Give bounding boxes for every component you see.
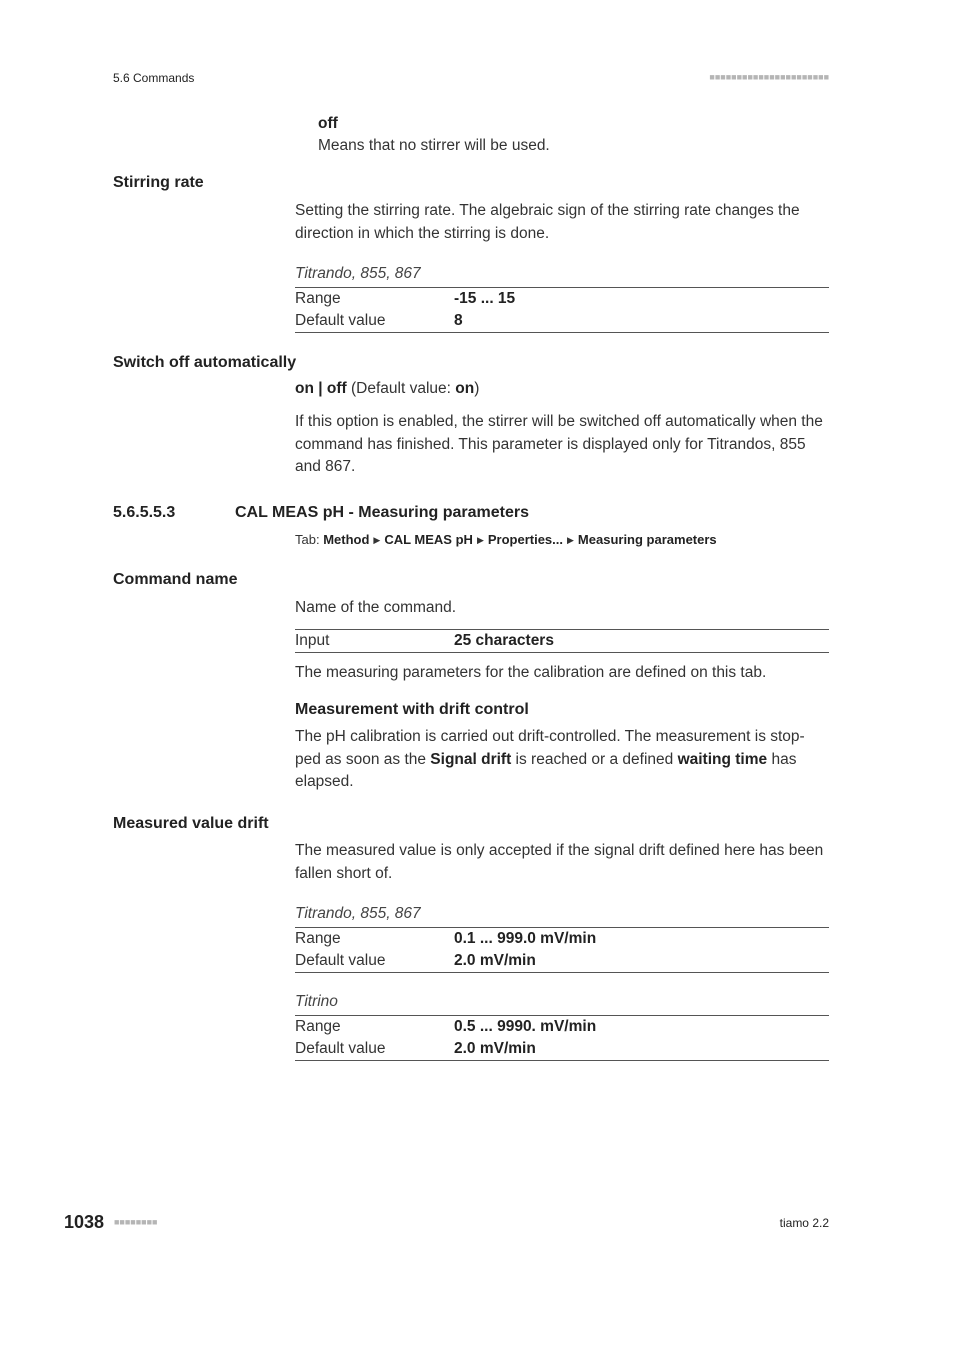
row-value: 8	[454, 312, 463, 329]
row-value: 2.0 mV/min	[454, 1040, 536, 1057]
drift-text: is reached or a defined	[511, 750, 678, 768]
switch-off-options	[295, 380, 479, 398]
measured-drift-caption-titrino: Titrino	[295, 993, 338, 1010]
row-value: 0.1 ... 999.0 mV/min	[454, 930, 597, 947]
section-number: 5.6.5.5.3	[113, 504, 176, 521]
switch-off-heading: Switch off automatically	[113, 354, 297, 371]
section-title: CAL MEAS pH - Measuring parameters	[235, 504, 529, 521]
drift-text: The pH calibration is carried out drift-controlled. The measurement is stop-ped as soon as the	[295, 728, 805, 768]
tab-prefix: Tab:	[295, 532, 324, 547]
opt-off: off	[326, 380, 347, 397]
measured-drift-caption-titrando: Titrando, 855, 867	[295, 905, 421, 922]
stirring-rate-heading: Stirring rate	[113, 174, 204, 191]
tab-path-item: Method	[323, 532, 370, 547]
tab-path-item: Properties...	[487, 532, 563, 547]
command-name-desc: Name of the command.	[295, 599, 457, 616]
default-value: on	[455, 380, 475, 397]
row-label: Input	[295, 632, 330, 649]
row-value: 25 characters	[454, 632, 554, 649]
row-label: Range	[295, 930, 341, 947]
table-row	[295, 1038, 829, 1060]
stirring-rate-caption: Titrando, 855, 867	[295, 265, 421, 282]
stirring-rate-table	[295, 287, 829, 333]
default-suffix: )	[474, 380, 480, 397]
row-value: 2.0 mV/min	[454, 952, 536, 969]
measured-drift-desc: The measured value is only accepted if the signal drift defined here has been fallen short of.	[295, 842, 824, 882]
stirring-rate-desc: Setting the stirring rate. The algebraic sign of the stirring rate changes the direction in which the stirring is done.	[295, 202, 800, 242]
table-row	[295, 950, 829, 972]
triangle-right-icon: ▶	[567, 535, 574, 545]
running-header-section: 5.6 Commands	[113, 71, 195, 85]
opt-sep: |	[313, 380, 327, 397]
page-number: 1038	[64, 1212, 105, 1232]
row-label: Default value	[295, 1040, 386, 1057]
row-label: Default value	[295, 312, 386, 329]
signal-drift-term: Signal drift	[430, 750, 512, 768]
table-row	[295, 1016, 829, 1038]
option-off-desc: Means that no stirrer will be used.	[318, 137, 550, 154]
table-row	[295, 288, 829, 310]
drift-control-desc	[295, 726, 829, 794]
measured-drift-table-titrino	[295, 1015, 829, 1061]
row-label: Default value	[295, 952, 386, 969]
running-header-dots: ■■■■■■■■■■■■■■■■■■■■■■	[709, 72, 829, 82]
measured-drift-heading: Measured value drift	[113, 815, 269, 832]
drift-control-heading: Measurement with drift control	[295, 701, 529, 718]
command-name-table	[295, 629, 829, 653]
default-prefix: (Default value:	[346, 380, 456, 397]
table-row	[295, 310, 829, 332]
row-label: Range	[295, 1018, 341, 1035]
command-name-after: The measuring parameters for the calibration are defined on this tab.	[295, 664, 767, 681]
row-value: -15 ... 15	[454, 290, 516, 307]
table-row	[295, 928, 829, 950]
row-value: 0.5 ... 9990. mV/min	[454, 1018, 597, 1035]
waiting-time-term: waiting time	[677, 750, 768, 768]
tab-path	[295, 532, 717, 547]
table-row	[295, 630, 829, 652]
option-off-label: off	[318, 115, 338, 132]
opt-on: on	[295, 380, 314, 397]
command-name-heading: Command name	[113, 571, 238, 588]
switch-off-desc: If this option is enabled, the stirrer will be switched off automatically when the command has finished. This parameter is displayed only for Titrandos, 855 and 867.	[295, 413, 823, 475]
triangle-right-icon: ▶	[373, 535, 381, 545]
product-name: tiamo 2.2	[779, 1216, 829, 1230]
tab-path-item: Measuring parameters	[577, 532, 717, 547]
measured-drift-table-titrando	[295, 927, 829, 973]
footer-dots: ■■■■■■■■	[114, 1217, 158, 1227]
triangle-right-icon: ▶	[476, 535, 484, 545]
tab-path-item: CAL MEAS pH	[384, 532, 473, 547]
row-label: Range	[295, 290, 341, 307]
drift-text: has elapsed.	[295, 750, 797, 790]
